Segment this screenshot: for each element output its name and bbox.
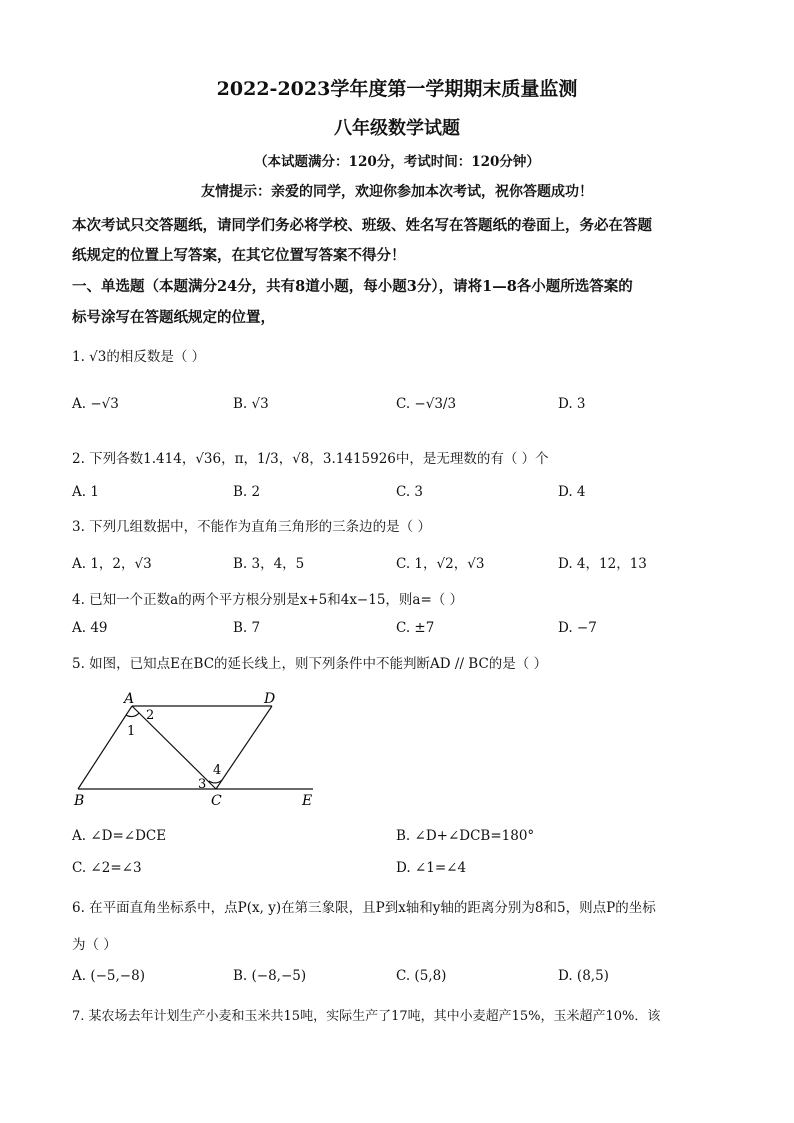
notice-line-1: 本次考试只交答题纸，请同学们务必将学校、班级、姓名写在答题纸的卷面上，务必在答题 <box>72 217 652 234</box>
q4-option-a: A. 49 <box>72 620 108 636</box>
exam-subtitle: 八年级数学试题 <box>334 118 460 139</box>
question-6-stem-line-2: 为（ ） <box>72 937 117 953</box>
q2-option-c: C. 3 <box>396 484 424 500</box>
section-heading-line-1: 一、单选题（本题满分24分，共有8道小题，每小题3分），请将1—8各小题所选答案的 <box>72 278 633 295</box>
q2-option-d: D. 4 <box>558 484 586 500</box>
label-angle-3: 3 <box>198 777 207 792</box>
question-6-stem-line-1: 6. 在平面直角坐标系中，点P(x, y)在第三象限，且P到x轴和y轴的距离分别为8和5，则点P的坐标 <box>72 900 656 916</box>
exam-info: （本试题满分：120分，考试时间：120分钟） <box>254 154 540 170</box>
label-b: B <box>74 793 85 809</box>
notice-line-2: 纸规定的位置上写答案，在其它位置写答案不得分！ <box>72 247 406 264</box>
question-7-stem: 7. 某农场去年计划生产小麦和玉米共15吨，实际生产了17吨，其中小麦超产15%，玉米超产10%．该 <box>72 1009 661 1024</box>
label-angle-2: 2 <box>146 708 155 723</box>
q5-option-d: D. ∠1=∠4 <box>396 860 467 876</box>
label-e: E <box>302 793 313 809</box>
label-angle-4: 4 <box>213 763 222 778</box>
line-ab <box>78 706 132 789</box>
q5-option-c: C. ∠2=∠3 <box>72 860 142 876</box>
q1-option-b: B. √3 <box>233 396 269 412</box>
label-a: A <box>124 691 135 707</box>
q5-option-b: B. ∠D+∠DCB=180° <box>396 828 535 844</box>
q6-option-b: B. (−8,−5) <box>233 968 307 984</box>
label-angle-1: 1 <box>127 724 136 739</box>
q2-option-a: A. 1 <box>72 484 99 500</box>
question-3-stem: 3. 下列几组数据中，不能作为直角三角形的三条边的是（ ） <box>72 519 431 535</box>
q2-option-b: B. 2 <box>233 484 261 500</box>
q6-option-a: A. (−5,−8) <box>72 968 145 984</box>
q3-option-a: A. 1，2，√3 <box>72 556 152 572</box>
q6-option-d: D. (8,5) <box>558 968 609 984</box>
q3-option-b: B. 3，4，5 <box>233 556 305 572</box>
q1-option-d: D. 3 <box>558 396 586 412</box>
q5-option-a: A. ∠D=∠DCE <box>72 828 167 844</box>
q4-option-c: C. ±7 <box>396 620 435 636</box>
q3-option-d: D. 4，12，13 <box>558 556 647 572</box>
line-cd <box>216 706 272 789</box>
q3-option-c: C. 1，√2，√3 <box>396 556 485 572</box>
q4-option-b: B. 7 <box>233 620 261 636</box>
question-5-stem: 5. 如图，已知点E在BC的延长线上，则下列条件中不能判断AD // BC的是（ ） <box>72 656 548 672</box>
friendly-tip: 友情提示：亲爱的同学，欢迎你参加本次考试，祝你答题成功！ <box>201 184 593 200</box>
q5-geometry-figure <box>70 688 330 810</box>
label-d: D <box>264 691 276 707</box>
exam-title: 2022-2023学年度第一学期期末质量监测 <box>216 78 578 100</box>
section-heading-line-2: 标号涂写在答题纸规定的位置， <box>72 309 275 326</box>
q6-option-c: C. (5,8) <box>396 968 447 984</box>
q4-option-d: D. −7 <box>558 620 597 636</box>
q1-option-c: C. −√3/3 <box>396 396 457 412</box>
question-4-stem: 4. 已知一个正数a的两个平方根分别是x+5和4x−15，则a=（ ） <box>72 592 464 608</box>
angle-arc-a <box>126 713 139 717</box>
question-1-stem: 1. √3的相反数是（ ） <box>72 349 206 365</box>
label-c: C <box>211 793 222 809</box>
q1-option-a: A. −√3 <box>72 396 119 412</box>
question-2-stem: 2. 下列各数1.414，√36，π，1/3，√8，3.1415926中，是无理数的有（ ）个 <box>72 451 549 467</box>
